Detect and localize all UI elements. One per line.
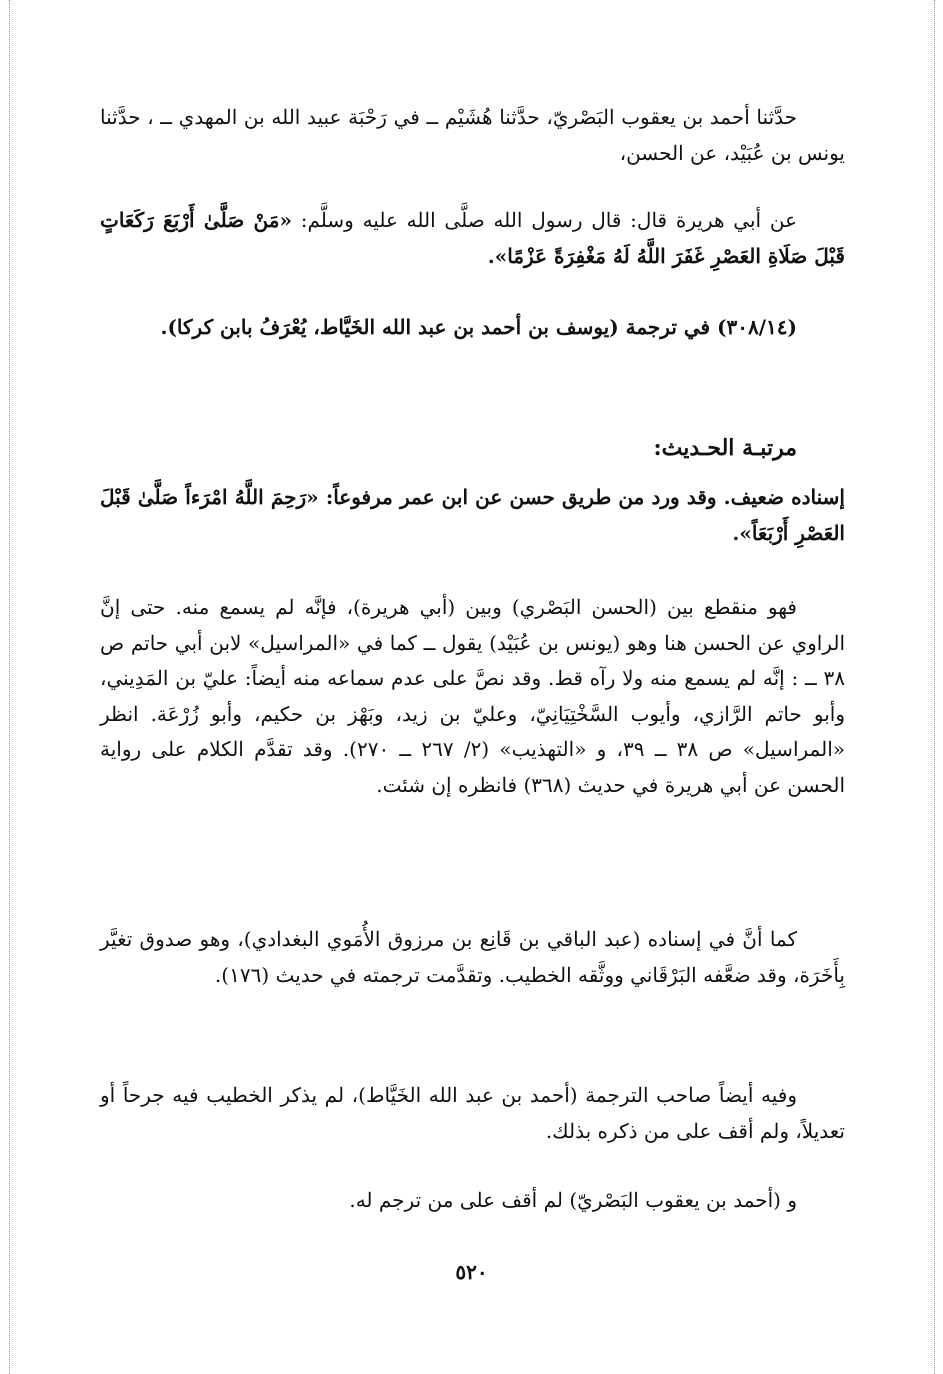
grade-paragraph	[100, 480, 845, 551]
reference-paragraph: (٣٠٨/١٤) في ترجمة (يوسف بن أحمد بن عبد الله الخَيَّاط، يُعْرَفُ بابن كركا).	[160, 315, 797, 339]
matn-hadith-text: «مَنْ صَلَّىٰ أَرْبَعَ رَكَعَاتٍ قَبْلَ صَلَاةِ العَصْرِ غَفَرَ اللَّهُ لَهُ مَغْفِرَةً عَزْمًا».	[100, 208, 845, 268]
discussion-paragraph-2: كما أنَّ في إسناده (عبد الباقي بن قَانِع بن مرزوق الأُمَوي البغدادي)، وهو صدوق تغيَّر بِأَخَرَة، وقد ضعَّفه البَرْقَاني ووثَّقه الخطيب. وتقدَّمت ترجمته في حديث (١٧٦).	[100, 927, 845, 987]
matn-intro: عن أبي هريرة قال: قال رسول الله صلَّى الله عليه وسلَّم:	[291, 208, 797, 232]
page-number: ٥٢٠	[455, 1260, 488, 1284]
grade-text: إسناده ضعيف. وقد ورد من طريق حسن عن ابن عمر مرفوعاً:	[318, 485, 845, 509]
isnad-paragraph: حدَّثنا أحمد بن يعقوب البَصْريّ، حدَّثنا هُشَيْم ــ في رَحْبَة عبيد الله بن المهدي ــ ، حدَّثنا يونس بن عُبَيْد، عن الحسن،	[100, 105, 845, 165]
discussion-paragraph-1: فهو منقطع بين (الحسن البَصْري) وبين (أبي هريرة)، فإنَّه لم يسمع منه. حتى إنَّ الراوي عن الحسن هنا وهو (يونس بن عُبَيْد) يقول ــ كما في «المراسيل» لابن أبي حاتم ص ٣٨ ــ : إنَّه لم يسمع منه ولا رآه قط. وقد نصَّ على عدم سماعه منه أيضاً: عليّ بن المَدِيني، وأبو حاتم الرَّازي، وأيوب السَّخْتِيَانِيّ، وعليّ بن زيد، وبَهْز بن حكيم، وأبو زُرْعَة. انظر «المراسيل» ص ٣٨ ــ ٣٩، و «التهذيب» (٢/ ٢٦٧ ــ ٢٧٠). وقد تقدَّم الكلام على رواية الحسن عن أبي هريرة في حديث (٣٦٨) فانظره إن شئت.	[100, 595, 845, 797]
discussion-paragraph-3: وفيه أيضاً صاحب الترجمة (أحمد بن عبد الله الخَيَّاط)، لم يذكر الخطيب فيه جرحاً أو تعديلاً، ولم أقف على من ذكره بذلك.	[100, 1083, 845, 1143]
left-margin-guide	[9, 0, 10, 1374]
grade-hadith-text: «رَحِمَ اللَّهُ امْرَءاً صَلَّىٰ قَبْلَ العَصْرِ أَرْبَعَاً».	[100, 485, 845, 545]
matn-paragraph	[100, 203, 845, 274]
page-body	[100, 100, 845, 1320]
discussion-paragraph-4: و (أحمد بن يعقوب البَصْريّ) لم أقف على من ترجم له.	[349, 1188, 797, 1212]
right-margin-guide	[934, 0, 935, 1374]
section-heading: مرتبـة الحـديث:	[653, 435, 797, 461]
